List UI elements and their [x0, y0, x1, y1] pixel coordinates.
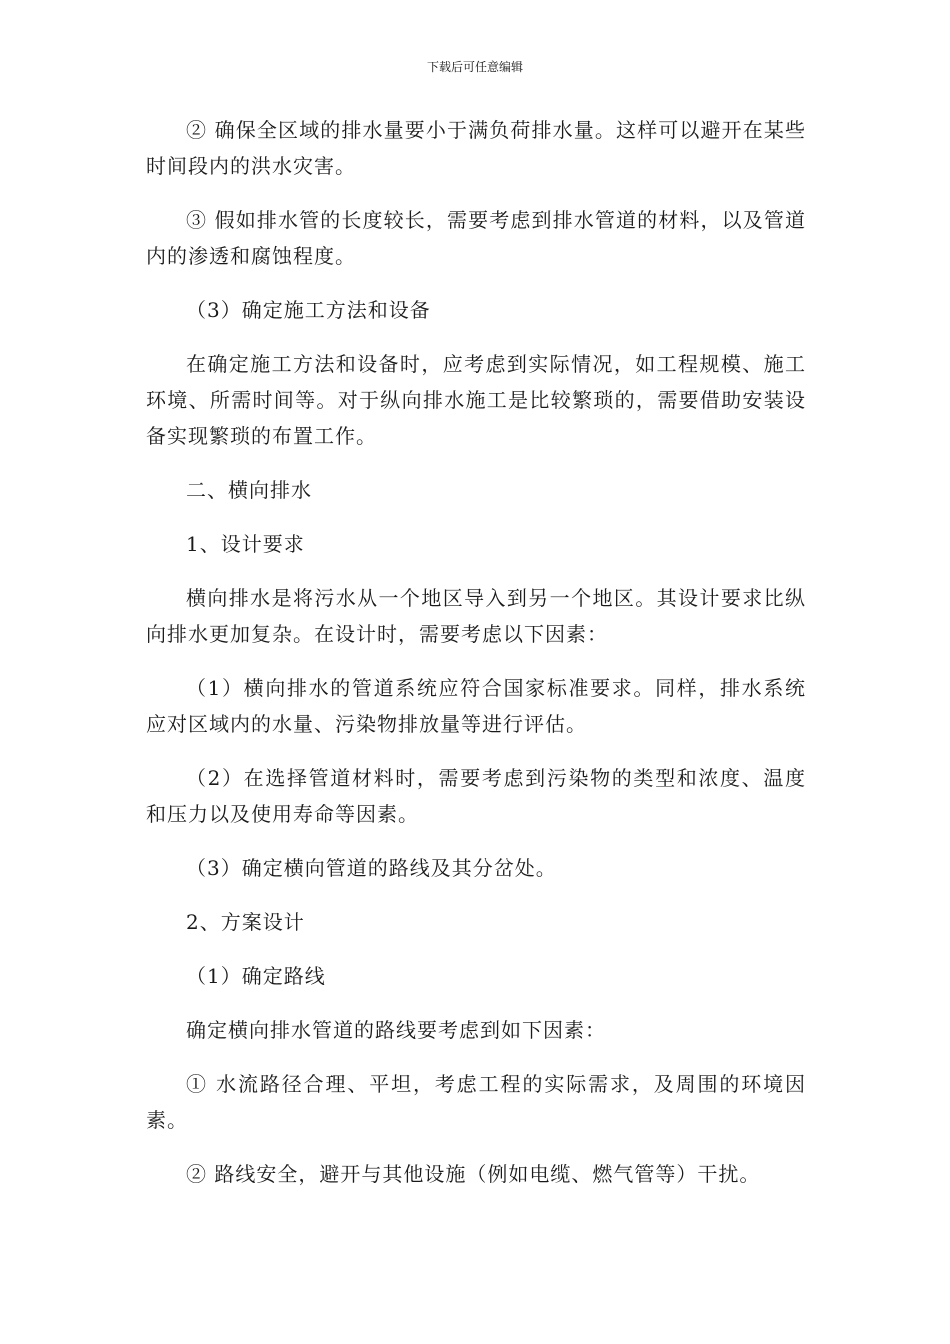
document-body: [146, 112, 806, 1210]
section-heading-lateral-drainage: 二、横向排水: [186, 478, 312, 502]
subheading-construction-method: （3）确定施工方法和设备: [186, 298, 431, 322]
paragraph-route-factor-2: ② 路线安全，避开与其他设施（例如电缆、燃气管等）干扰。: [186, 1162, 761, 1186]
paragraph-construction-method: 在确定施工方法和设备时，应考虑到实际情况，如工程规模、施工环境、所需时间等。对于纵向排水施工是比较繁琐的，需要借助安装设备实现繁琐的布置工作。: [146, 352, 806, 448]
page-header: 下载后可任意编辑: [426, 60, 523, 74]
paragraph-lateral-intro: 横向排水是将污水从一个地区导入到另一个地区。其设计要求比纵向排水更加复杂。在设计时，需要考虑以下因素：: [146, 586, 806, 646]
subheading-design-requirements: 1、设计要求: [186, 532, 305, 556]
paragraph-item-2: ② 确保全区域的排水量要小于满负荷排水量。这样可以避开在某些时间段内的洪水灾害。: [146, 118, 806, 178]
paragraph-requirement-3: （3）确定横向管道的路线及其分岔处。: [186, 856, 557, 880]
paragraph-item-3: ③ 假如排水管的长度较长，需要考虑到排水管道的材料，以及管道内的渗透和腐蚀程度。: [146, 208, 806, 268]
paragraph-requirement-1: （1）横向排水的管道系统应符合国家标准要求。同样，排水系统应对区域内的水量、污染物排放量等进行评估。: [146, 676, 806, 736]
paragraph-route-factors: 确定横向排水管道的路线要考虑到如下因素：: [186, 1018, 606, 1042]
subheading-scheme-design: 2、方案设计: [186, 910, 305, 934]
subheading-determine-route: （1）确定路线: [186, 964, 326, 988]
paragraph-requirement-2: （2）在选择管道材料时，需要考虑到污染物的类型和浓度、温度和压力以及使用寿命等因素。: [146, 766, 806, 826]
paragraph-route-factor-1: ① 水流路径合理、平坦，考虑工程的实际需求，及周围的环境因素。: [146, 1072, 806, 1132]
